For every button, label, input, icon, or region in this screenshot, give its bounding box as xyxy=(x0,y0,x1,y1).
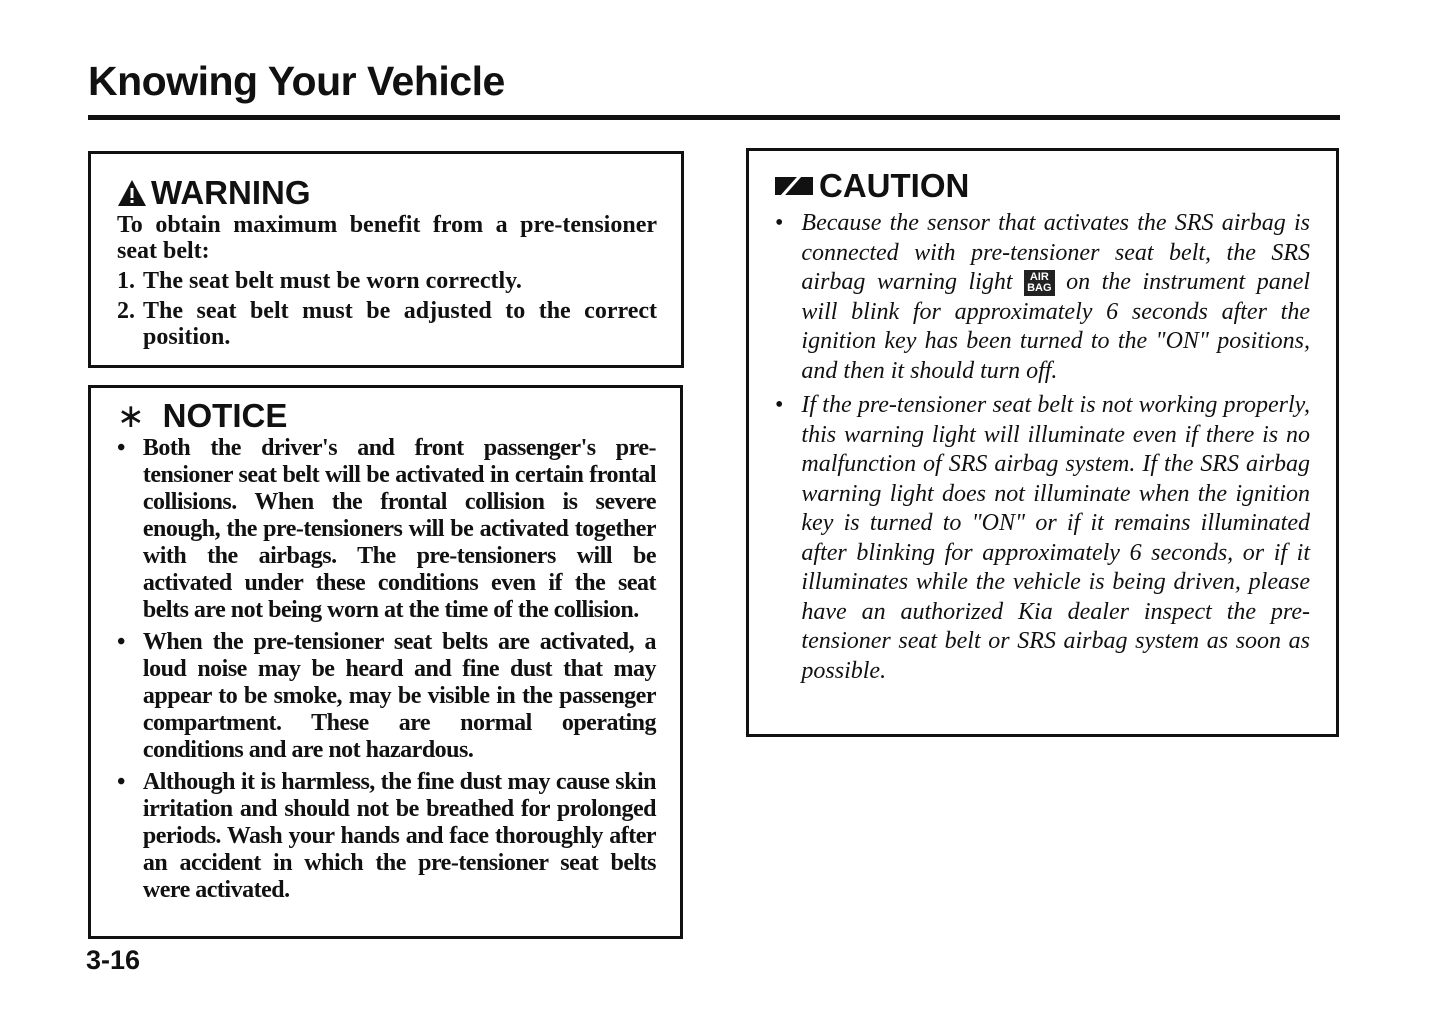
item-number: 1. xyxy=(117,268,135,294)
list-item: • Although it is harmless, the fine dust may cause skin irritation and should not be breathed for prolonged periods. Wash your hands and face thoroughly after an accident in which the pre-tensioner seat belts were activated. xyxy=(117,769,656,903)
icon-text: AIR xyxy=(1029,271,1049,284)
warning-item xyxy=(117,268,657,294)
item-text: If the pre-tensioner seat belt is not working properly, this warning light will illuminate even if there is no malfunction of SRS airbag system. If the SRS airbag warning light does not illuminate when the ignition key is turned to "ON" or if it remains illuminated after blinking for approximately 6 seconds, or if it illuminates while the vehicle is being driven, please have an authorized Kia dealer inspect the pre-tensioner seat belt or SRS airbag system as soon as possible. xyxy=(801,392,1310,684)
caution-slash-icon xyxy=(775,173,815,199)
warning-box xyxy=(88,151,684,368)
text-part: Because the sensor that activates the SRS airbag is connected with pre-tensioner seat belt, the SRS airbag warning light xyxy=(801,210,1310,295)
list-item: • When the pre-tensioner seat belts are activated, a loud noise may be heard and fine dust that may appear to be smoke, may be visible in the passenger compartment. These are normal operating conditions and are not hazardous. xyxy=(117,629,656,763)
warning-triangle-icon xyxy=(117,179,147,207)
notice-box xyxy=(88,385,683,939)
page-title: Knowing Your Vehicle xyxy=(88,58,505,104)
item-text: The seat belt must be adjusted to the correct position. xyxy=(143,298,657,350)
asterisk-icon: ∗ xyxy=(117,397,145,434)
item-text: When the pre-tensioner seat belts are activated, a loud noise may be heard and fine dust that may appear to be smoke, may be visible in the passenger compartment. These are normal operating conditions and are not hazardous. xyxy=(142,629,656,763)
page-number: 3-16 xyxy=(86,945,141,975)
list-item: • Both the driver's and front passenger's pre-tensioner seat belt will be activated in certain frontal collisions. When the frontal collision is severe enough, the pre-tensioners will be activated together with the airbags. The pre-tensioners will be activated under these conditions even if the seat belts are not being worn at the time of the collision. xyxy=(117,435,656,623)
item-text: Although it is harmless, the fine dust may cause skin irritation and should not be breathed for prolonged periods. Wash your hands and face thoroughly after an accident in which the pre-tensioner seat belts were activated. xyxy=(142,769,656,903)
list-item: • Because the sensor that activates the SRS airbag is connected with pre-tensioner seat belt, the SRS airbag warning light AIR BAG on the instrument panel will blink for approximately 6 seconds after the ignition key has been turned to the "ON" positions, and then it should turn off. xyxy=(775,209,1310,386)
warning-item xyxy=(117,298,657,350)
text-part: on the instrument panel will blink for approximately 6 seconds after the ignition key has been turned to the "ON" positions, and then it should turn off. xyxy=(801,269,1311,384)
caution-label: CAUTION xyxy=(819,167,970,204)
icon-text: BAG xyxy=(1027,282,1052,295)
item-text xyxy=(801,209,1310,386)
item-text: The seat belt must be worn correctly. xyxy=(143,268,522,294)
warning-intro: To obtain maximum benefit from a pre-tensioner seat belt: xyxy=(117,212,657,264)
notice-label: NOTICE xyxy=(162,396,288,434)
caution-heading xyxy=(775,167,1310,205)
warning-heading xyxy=(117,174,657,212)
list-item: • If the pre-tensioner seat belt is not working properly, this warning light will illuminate even if there is no malfunction of SRS airbag system. If the SRS airbag warning light does not illuminate when the ignition key is turned to "ON" or if it remains illuminated after blinking for approximately 6 seconds, or if it illuminates while the vehicle is being driven, please have an authorized Kia dealer inspect the pre-tensioner seat belt or SRS airbag system as soon as possible. xyxy=(775,391,1310,686)
item-text: Both the driver's and front passenger's pre-tensioner seat belt will be activated in certain frontal collisions. When the frontal collision is severe enough, the pre-tensioners will be activated together with the airbags. The pre-tensioners will be activated under these conditions even if the seat belts are not being worn at the time of the collision. xyxy=(142,435,656,623)
item-number: 2. xyxy=(117,298,135,324)
header-rule xyxy=(88,115,1340,120)
airbag-warning-light-icon xyxy=(1024,270,1054,296)
notice-heading xyxy=(117,396,656,435)
caution-box xyxy=(746,148,1339,737)
warning-label: WARNING xyxy=(151,174,311,211)
